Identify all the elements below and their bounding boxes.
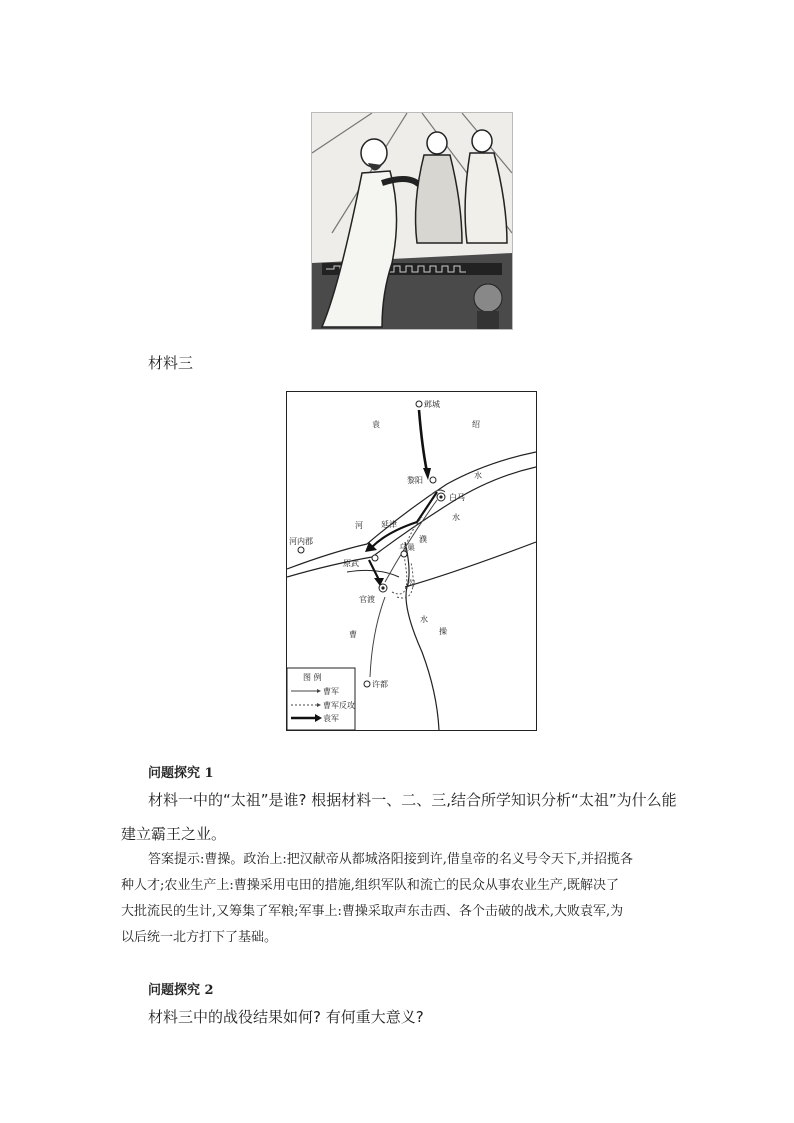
city-yanjin: 延津 (381, 520, 397, 529)
city-xudu: 许都 (372, 680, 388, 689)
city-henei: 河内郡 (289, 537, 313, 546)
city-ye: 邺城 (424, 400, 440, 409)
illustration-image (311, 112, 513, 330)
yuan-army-arrow (419, 410, 427, 472)
legend-yuan-army: 袁军 (323, 714, 339, 723)
q1-line-2: 建立霸王之业。 (121, 825, 227, 843)
battle-map (286, 391, 537, 731)
answer-line: 以后统一北方打下了基础。 (121, 930, 278, 945)
legend-title: 图 例 (303, 673, 322, 682)
cao-army-arrow (370, 597, 385, 677)
river-gou: 沟 (407, 579, 415, 588)
city-wuchao: 乌巢 (399, 543, 415, 552)
answer-line: 大批流民的生计,又筹集了军粮;军事上:曹操采取声东击西、各个击破的战术,大败袁军,为 (121, 904, 624, 919)
material-three-label: 材料三 (148, 354, 194, 372)
answer-line: 答案提示:曹操。政治上:把汉献帝从都城洛阳接到许,借皇帝的名义号令天下,并招揽各 (148, 852, 634, 867)
q2-line-1: 材料三中的战役结果如何? 有何重大意义? (148, 1008, 424, 1026)
q1-heading: 问题探究 1 (148, 766, 214, 781)
q1-line-1: 材料一中的“太祖”是谁? 根据材料一、二、三,结合所学知识分析“太祖”为什么能 (148, 791, 677, 809)
region-cao2: 操 (439, 627, 447, 636)
city-yuanwu: 原武 (343, 559, 359, 568)
legend-cao-army: 曹军 (323, 687, 339, 696)
city-guandu: 官渡 (359, 595, 375, 604)
river-shui-3: 水 (420, 615, 428, 624)
river-shui-1: 水 (474, 471, 482, 480)
city-liyang: 黎阳 (407, 476, 423, 485)
river-pu: 濮 (419, 535, 427, 544)
region-cao: 曹 (349, 630, 357, 639)
river-shui-2: 水 (452, 513, 460, 522)
legend-cao-counter: 曹军反攻 (323, 701, 355, 710)
region-yuan: 袁 (372, 420, 380, 429)
q1-answer (121, 847, 681, 951)
answer-line: 种人才;农业生产上:曹操采用屯田的措施,组织军队和流亡的民众从事农业生产,既解决了 (121, 878, 620, 893)
q2-heading: 问题探究 2 (148, 983, 214, 998)
region-shao: 绍 (472, 420, 480, 429)
river-he: 河 (355, 521, 363, 530)
city-baima: 白马 (449, 493, 465, 502)
